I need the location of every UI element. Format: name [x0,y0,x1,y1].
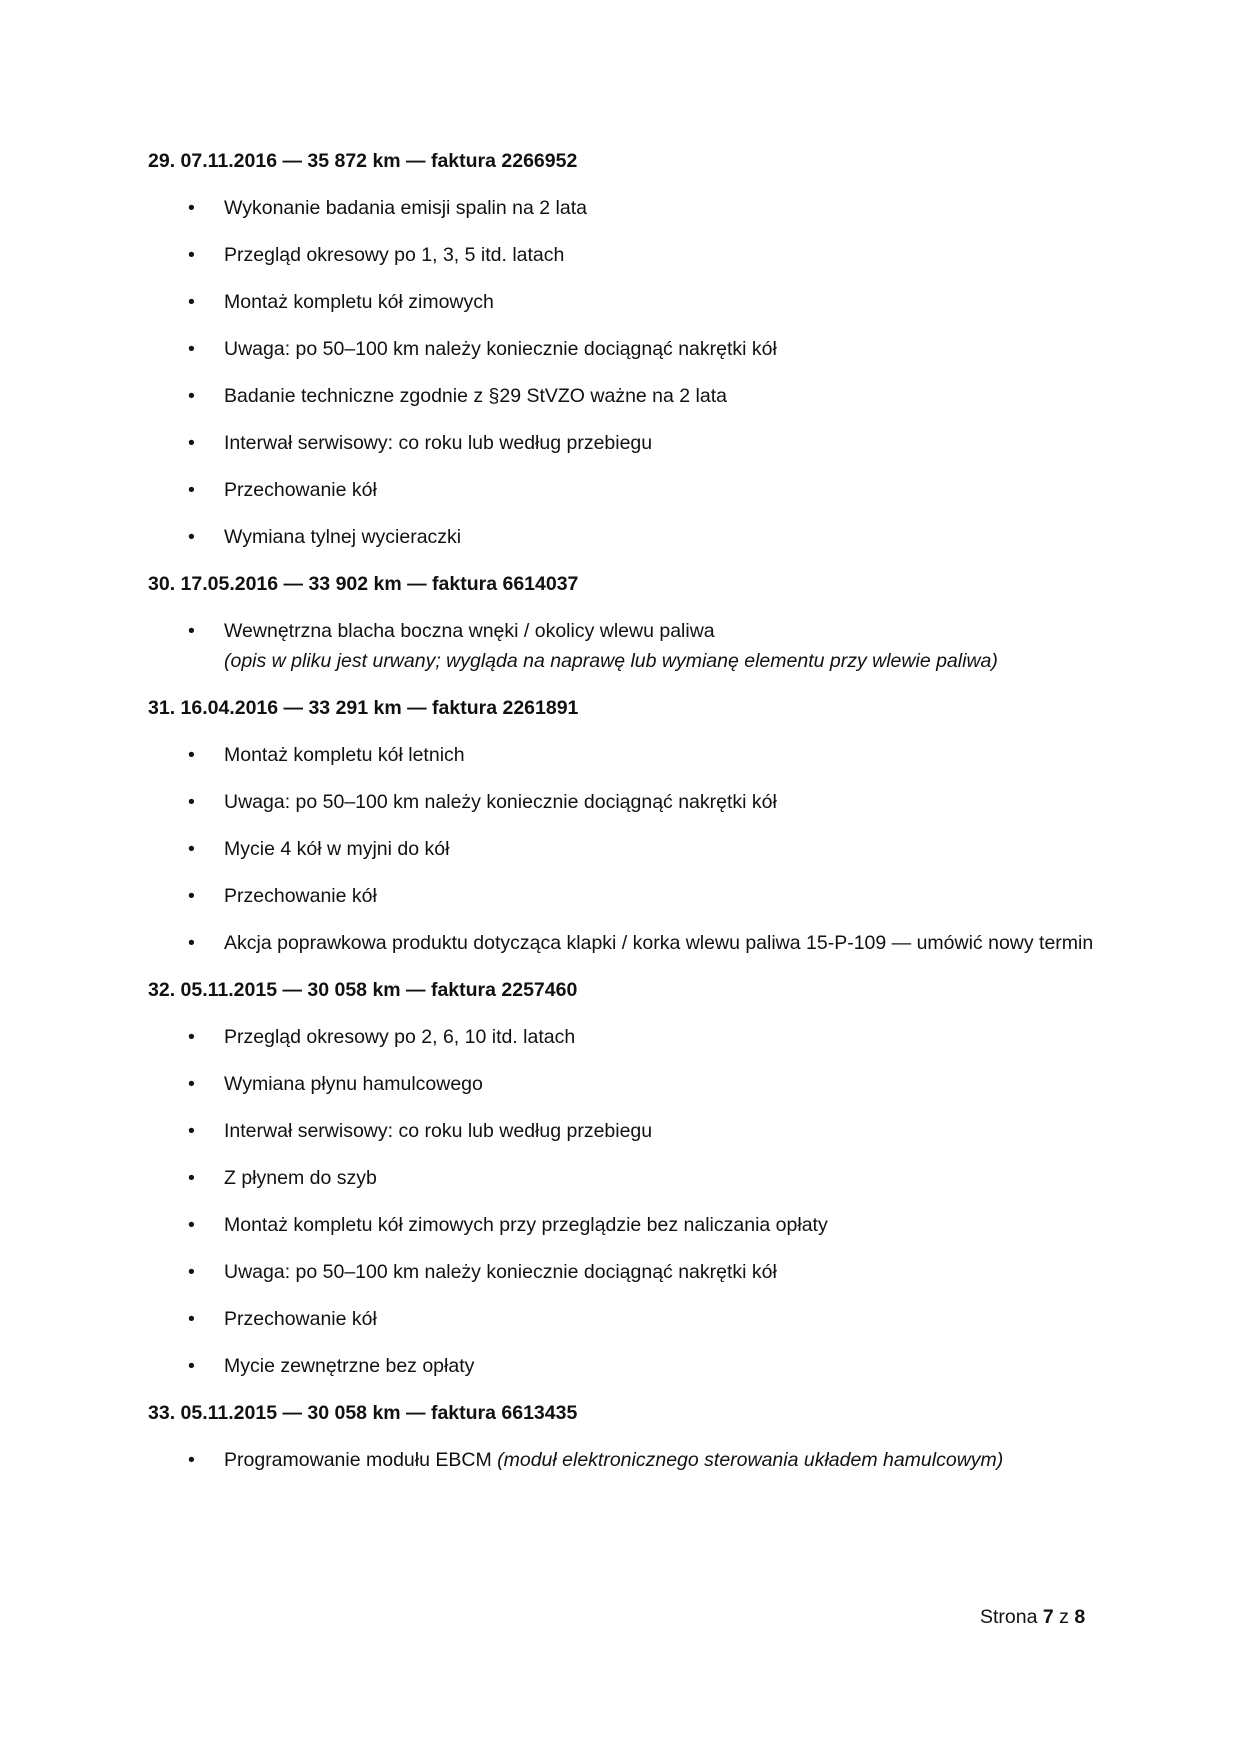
bullet-icon: • [188,620,195,642]
item-text: Przechowanie kół [224,479,377,501]
bullet-icon: • [188,1167,195,1189]
bullet-icon: • [188,1214,195,1236]
bullet-icon: • [188,838,195,860]
bullet-icon: • [188,338,195,360]
list-item [148,1257,1108,1287]
bullet-icon: • [188,1261,195,1283]
item-text: Wymiana tylnej wycieraczki [224,526,462,548]
list-item [148,475,1108,505]
item-text: Przechowanie kół [224,1308,377,1330]
item-text: Wykonanie badania emisji spalin na 2 lata [224,197,587,219]
item-text: Przegląd okresowy po 1, 3, 5 itd. latach [224,244,565,266]
bullet-icon: • [188,791,195,813]
list-item [148,240,1108,270]
item-text: Montaż kompletu kół zimowych przy przeglądzie bez naliczania opłaty [224,1214,828,1236]
entry-items [148,616,1108,676]
item-text: Wymiana płynu hamulcowego [224,1073,483,1095]
bullet-icon: • [188,1308,195,1330]
list-item [148,834,1108,864]
service-entry [148,693,1108,958]
bullet-icon: • [188,1026,195,1048]
bullet-icon: • [188,1120,195,1142]
bullet-icon: • [188,1073,195,1095]
item-text: Interwał serwisowy: co roku lub według przebiegu [224,1120,653,1142]
bullet-icon: • [188,432,195,454]
service-entry [148,569,1108,676]
list-item [148,740,1108,770]
bullet-icon: • [188,744,195,766]
bullet-icon: • [188,291,195,313]
list-item [148,1304,1108,1334]
bullet-icon: • [188,479,195,501]
list-item [148,522,1108,552]
list-item [148,616,1108,676]
item-text: Wewnętrzna blacha boczna wnęki / okolicy wlewu paliwa [224,620,715,642]
bullet-icon: • [188,197,195,219]
item-text: Przechowanie kół [224,885,377,907]
bullet-icon: • [188,932,195,954]
list-item [148,334,1108,364]
list-item [148,928,1108,958]
item-text: Mycie 4 kół w myjni do kół [224,838,450,860]
list-item [148,381,1108,411]
item-text: Akcja poprawkowa produktu dotycząca klapki / korka wlewu paliwa 15-P-109 — umówić nowy termin [224,932,1094,954]
item-text: Z płynem do szyb [224,1167,377,1189]
list-item [148,881,1108,911]
entry-heading: 33. 05.11.2015 — 30 058 km — faktura 6613435 [148,1402,578,1424]
item-text: Badanie techniczne zgodnie z §29 StVZO ważne na 2 lata [224,385,727,407]
bullet-icon: • [188,885,195,907]
list-item [148,1116,1108,1146]
list-item [148,1445,1108,1475]
item-text: Montaż kompletu kół zimowych [224,291,494,313]
bullet-icon: • [188,526,195,548]
entry-heading: 31. 16.04.2016 — 33 291 km — faktura 2261891 [148,697,579,719]
item-text: Montaż kompletu kół letnich [224,744,465,766]
service-history-list [148,146,1108,1492]
entry-items [148,740,1108,958]
bullet-icon: • [188,1355,195,1377]
entry-heading: 30. 17.05.2016 — 33 902 km — faktura 6614037 [148,573,579,595]
list-item [148,1163,1108,1193]
service-entry [148,1398,1108,1475]
bullet-icon: • [188,1449,195,1471]
item-inline-note: (moduł elektronicznego sterowania układem hamulcowym) [497,1449,1004,1471]
entry-items [148,193,1108,552]
footer-total-pages: 8 [1074,1606,1086,1628]
entry-heading: 32. 05.11.2015 — 30 058 km — faktura 2257460 [148,979,578,1001]
item-text: Przegląd okresowy po 2, 6, 10 itd. latach [224,1026,576,1048]
footer-prefix: Strona [980,1606,1038,1628]
item-text: Mycie zewnętrzne bez opłaty [224,1355,475,1377]
item-note: (opis w pliku jest urwany; wygląda na naprawę lub wymianę elementu przy wlewie paliwa) [224,650,998,672]
list-item [148,1210,1108,1240]
item-text: Uwaga: po 50–100 km należy koniecznie dociągnąć nakrętki kół [224,1261,777,1283]
item-text: Programowanie modułu EBCM [224,1449,492,1471]
item-text: Interwał serwisowy: co roku lub według przebiegu [224,432,653,454]
list-item [148,1022,1108,1052]
entry-heading: 29. 07.11.2016 — 35 872 km — faktura 2266952 [148,150,578,172]
entry-items [148,1445,1108,1475]
list-item [148,787,1108,817]
footer-current-page: 7 [1042,1606,1054,1628]
bullet-icon: • [188,385,195,407]
bullet-icon: • [188,244,195,266]
list-item [148,1069,1108,1099]
service-entry [148,975,1108,1381]
list-item [148,193,1108,223]
item-text: Uwaga: po 50–100 km należy koniecznie dociągnąć nakrętki kół [224,338,777,360]
page-number-footer [980,1602,1085,1632]
list-item [148,1351,1108,1381]
list-item [148,428,1108,458]
footer-separator: z [1059,1606,1069,1628]
item-text: Uwaga: po 50–100 km należy koniecznie dociągnąć nakrętki kół [224,791,777,813]
service-entry [148,146,1108,552]
list-item [148,287,1108,317]
entry-items [148,1022,1108,1381]
